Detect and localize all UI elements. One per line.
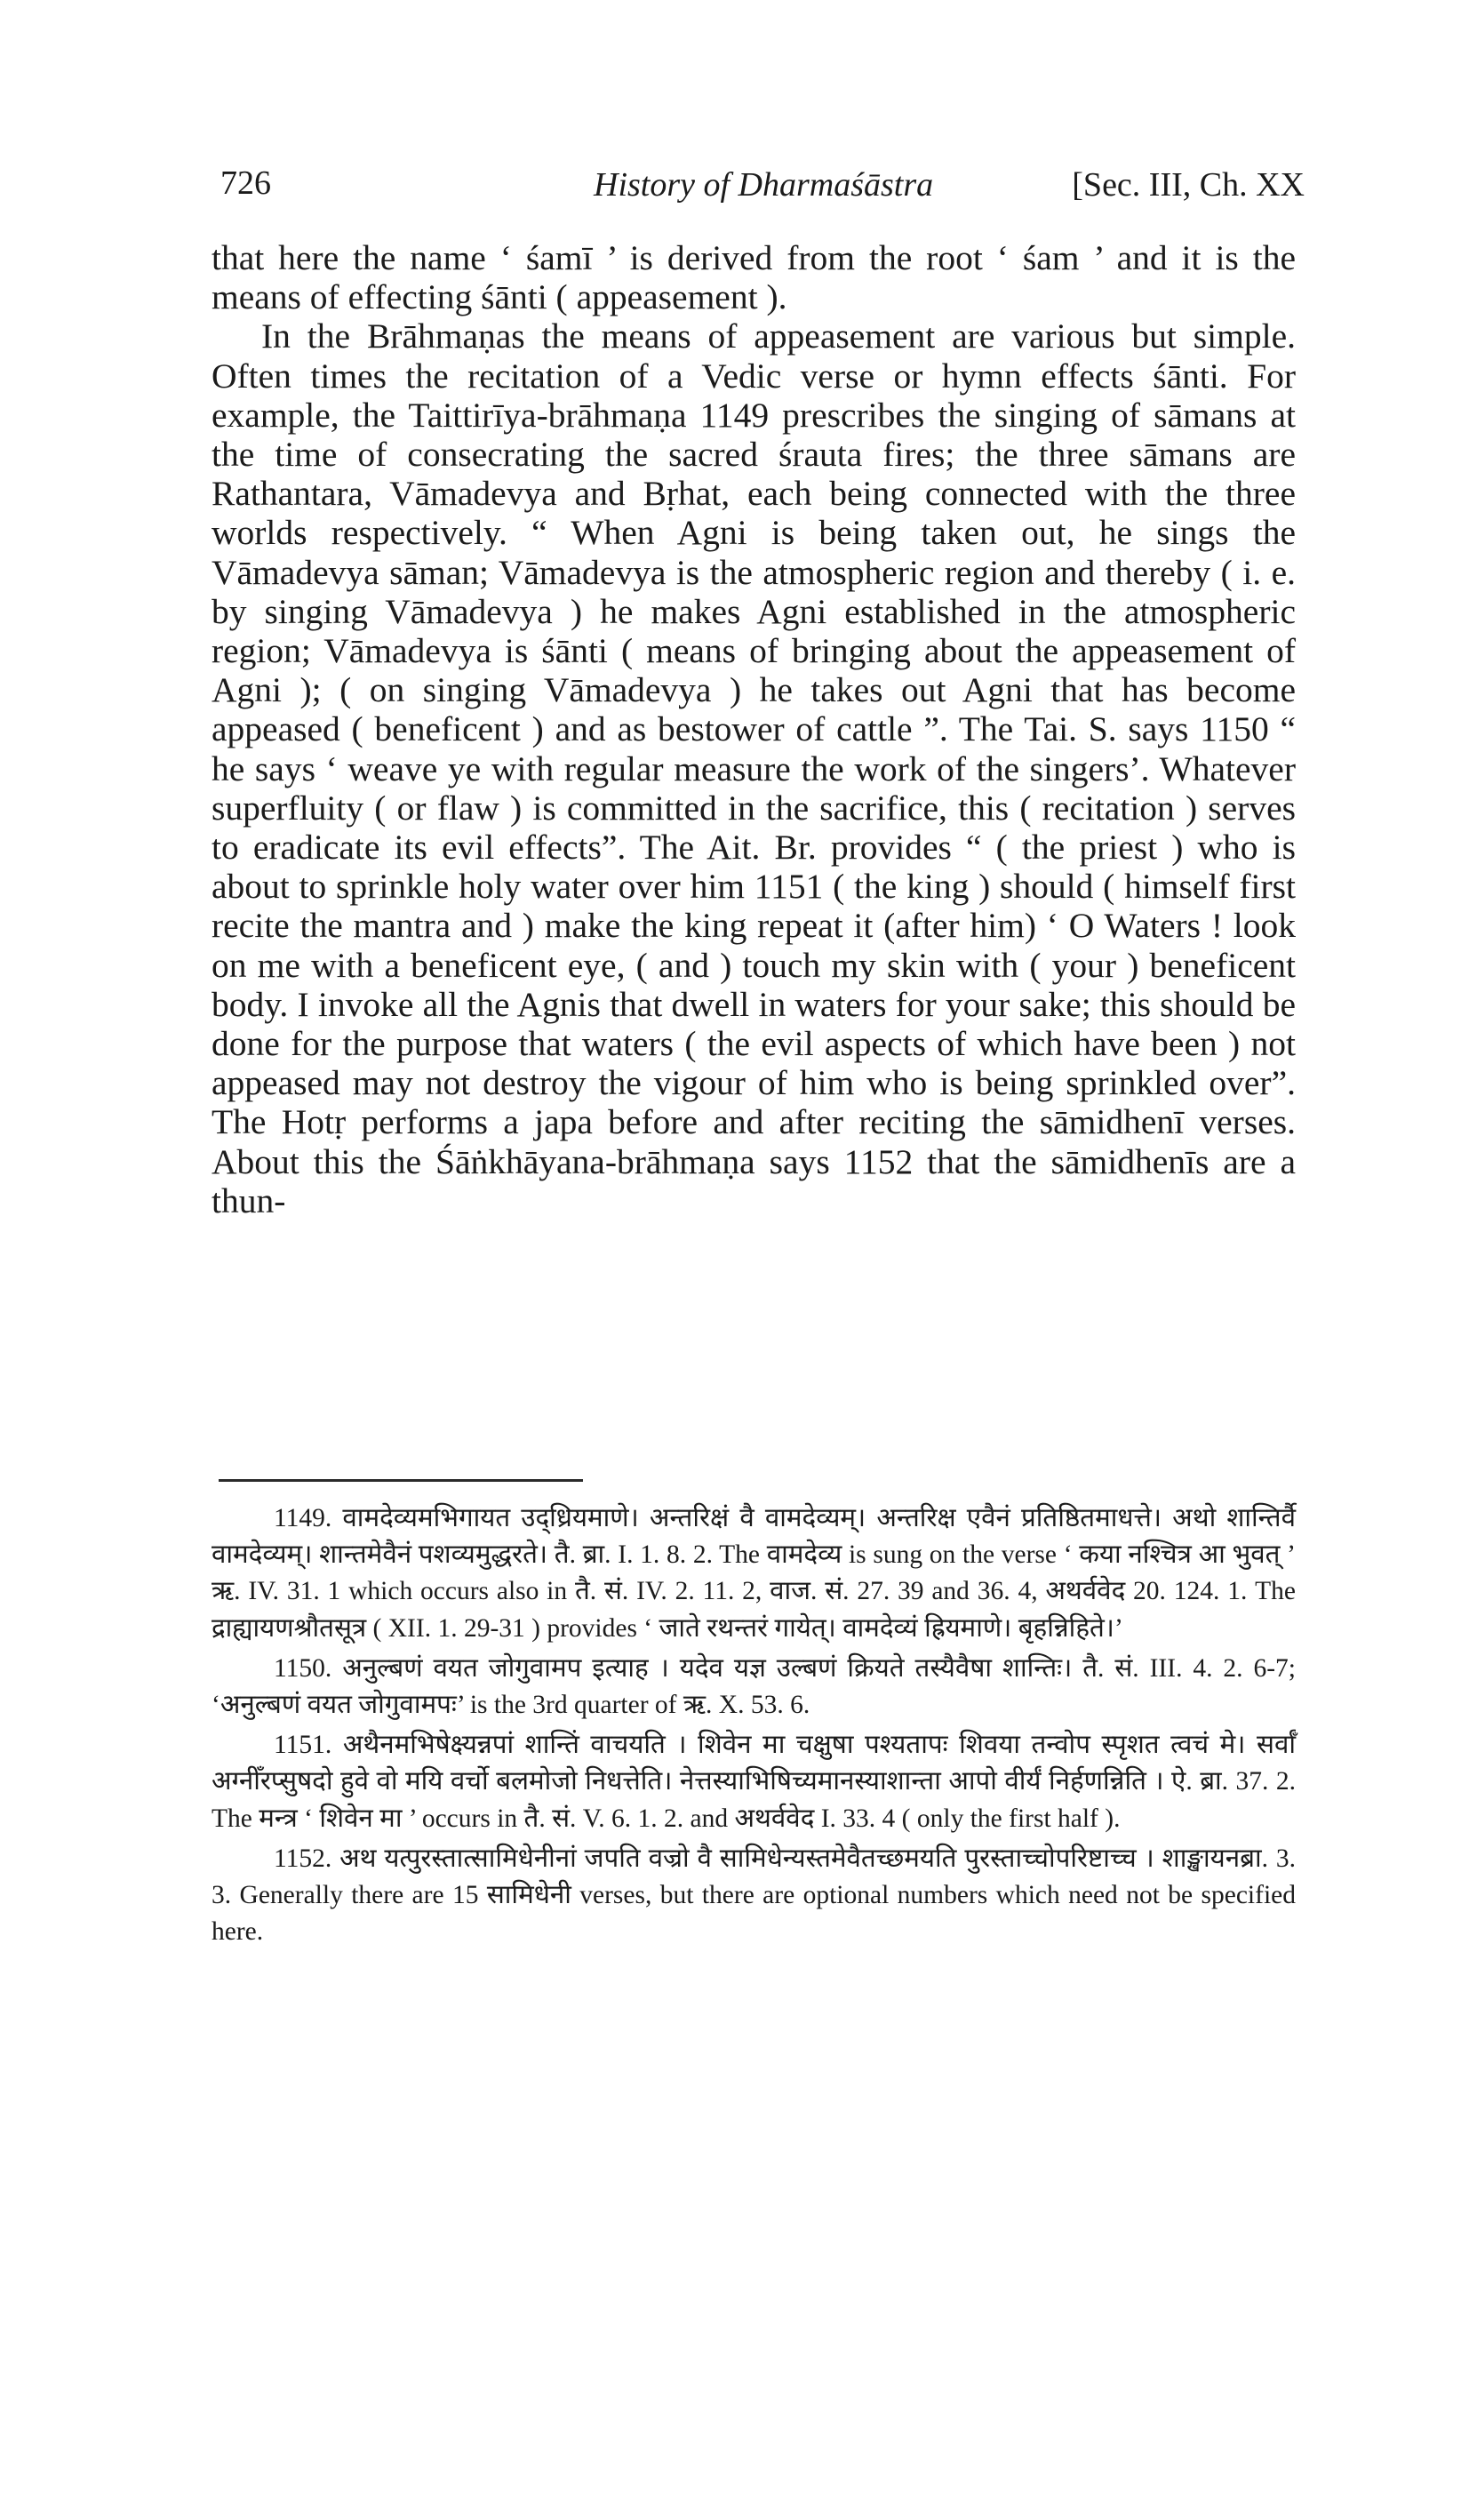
paragraph-2: In the Brāhmaṇas the means of appeasement are various but simple. Often times the recitation of a Vedic verse or hymn effects śānti. For example, the Taittirīya-brāhmaṇa 1149 prescribes the singing of sāmans at the time of consecrating the sacred śrauta fires; the three sāmans are Rathantara, Vāmadevya and Bṛhat, each being connected with the three worlds respectively. “ When Agni is being taken out, he sings the Vāmadevya sāman; Vāmadevya is the atmospheric region and thereby ( i. e. by singing Vāmadevya ) he makes Agni established in the atmospheric region; Vāmadevya is śānti ( means of bringing about the appeasement of Agni ); ( on singing Vāmadevya ) he takes out Agni that has become appeased ( beneficent ) and as bestower of cattle ”. The Tai. S. says 1150 “ he says ‘ weave ye with regular measure the work of the singers’. Whatever superfluity ( or flaw ) is committed in the sacrifice, this ( recitation ) serves to eradicate its evil effects”. The Ait. Br. provides “ ( the priest ) who is about to sprinkle holy water over him 1151 ( the king ) should ( himself first recite the mantra and ) make the king repeat it (after him) ‘ O Waters ! look on me with a beneficent eye, ( and ) touch my skin with ( your ) beneficent body. I invoke all the Agnis that dwell in waters for your sake; this should be done for the purpose that waters ( the evil aspects of which have been ) not appeased may not destroy the vigour of him who is being sprinkled over”. The Hotṛ performs a japa before and after reciting the sāmidhenī verses. About this the Śāṅkhāyana-brāhmaṇa says 1152 that the sāmidhenīs are a thun-	[212, 316, 1305, 1220]
running-title: History of Dharmaśāstra	[594, 166, 934, 204]
footnote-1151: 1151. अथैनमभिषेक्ष्यन्नपां शान्तिं वाचयति । शिवेन मा चक्षुषा पश्यतापः शिवया तन्वोप स्पृशत त्वचं मे। सर्वाँ अग्नीँरप्सुषदो हुवे वो मयि वर्चो बलमोजो निधत्तेति। नेत्तस्याभिषिच्यमानस्याशान्ता आपो वीर्यं निर्हणन्निति । ऐ. ब्रा. 37. 2. The मन्त्र ‘ शिवेन मा ’ occurs in तै. सं. V. 6. 1. 2. and अथर्ववेद I. 33. 4 ( only the first half ).	[212, 1731, 1296, 1833]
running-head	[220, 158, 1305, 212]
paragraph-1: that here the name ‘ śamī ’ is derived from the root ‘ śam ’ and it is the means of effecting śānti ( appeasement ).	[212, 238, 1305, 317]
footnotes	[212, 1500, 1296, 1954]
footnote-1149: 1149. वामदेव्यमभिगायत उद्ध्रियमाणे। अन्तरिक्षं वै वामदेव्यम्। अन्तरिक्ष एवैनं प्रतिष्ठितमाधत्ते। अथो शान्तिर्वै वामदेव्यम्। शान्तमेवैनं पशव्यमुद्धरते। तै. ब्रा. I. 1. 8. 2. The वामदेव्य is sung on the verse ‘ कया नश्चित्र आ भुवत् ’ ऋ. IV. 31. 1 which occurs also in तै. सं. IV. 2. 11. 2, वाज. सं. 27. 39 and 36. 4, अथर्ववेद 20. 124. 1. The द्राह्यायणश्रौतसूत्र ( XII. 1. 29-31 ) provides ‘ जाते रथन्तरं गायेत्। वामदेव्यं ह्रियमाणे। बृहन्निहिते।’	[212, 1504, 1296, 1643]
footnote-1150: 1150. अनुल्बणं वयत जोगुवामप इत्याह । यदेव यज्ञ उल्बणं क्रियते तस्यैवैषा शान्तिः। तै. सं. III. 4. 2. 6-7; ‘अनुल्बणं वयत जोगुवामपः’ is the 3rd quarter of ऋ. X. 53. 6.	[212, 1653, 1296, 1720]
page-number: 726	[220, 164, 271, 202]
footnote-divider	[219, 1479, 583, 1482]
main-text	[212, 238, 1305, 1220]
running-section: [Sec. III, Ch. XX	[1072, 166, 1305, 204]
footnote-1152: 1152. अथ यत्पुरस्तात्सामिधेनीनां जपति वज्रो वै सामिधेन्यस्तमेवैतच्छमयति पुरस्ताच्चोपरिष्टाच्च । शाङ्खायनब्रा. 3. 3. Generally there are 15 सामिधेनी verses, but there are optional numbers which need not be specified here.	[212, 1844, 1296, 1947]
